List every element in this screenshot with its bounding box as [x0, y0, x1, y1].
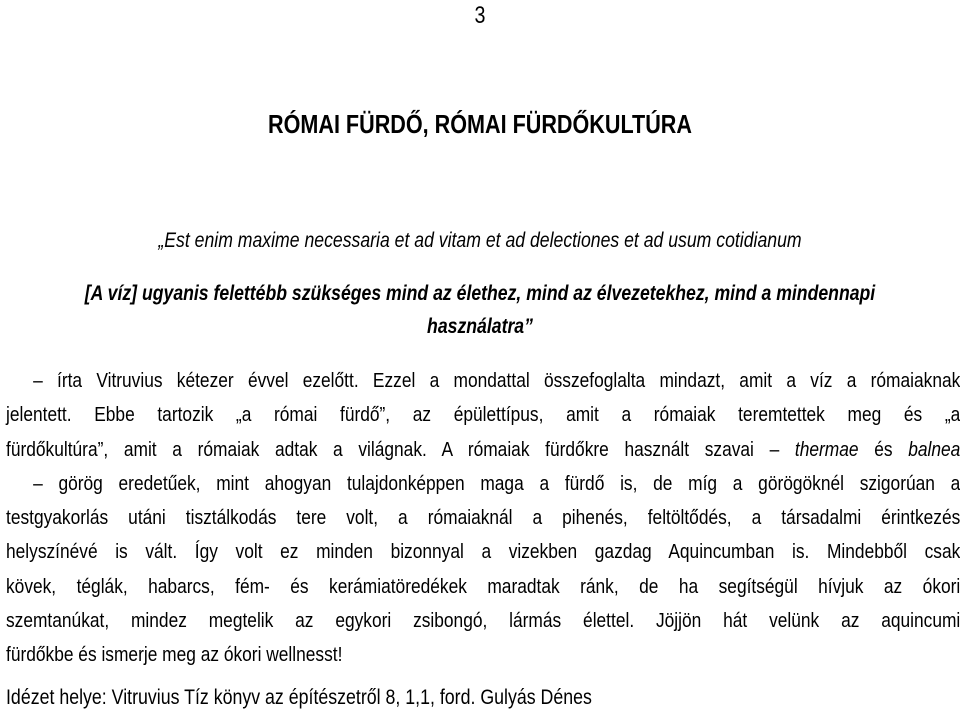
body-line: – írta Vitruvius kétezer évvel ezelőtt. Ezzel a mondattal összefoglalta mindazt, amit a víz a rómaiaknak	[33, 369, 960, 392]
body-line: szemtanúkat, mindez megtelik az egykori zsibongó, lármás élettel. Jöjjön hát velünk az aquincumi	[6, 609, 960, 633]
body-line: testgyakorlás utáni tisztálkodás tere volt, a rómaiaknál a pihenés, feltöltődés, a társadalmi érintkezés	[6, 506, 960, 530]
body-line: fürdőkbe és ismerje meg az ókori wellnesst!	[6, 643, 343, 667]
body-line: helyszínévé is vált. Így volt ez minden bizonnyal a vizekben gazdag Aquincumban is. Mindebből csak	[6, 540, 960, 564]
quote-hungarian-line-2: használatra”	[427, 315, 533, 338]
body-line: kövek, téglák, habarcs, fém- és kerámiatöredékek maradtak ránk, de ha segítségül hívjuk az ókori	[6, 574, 960, 598]
quote-hungarian-line-1: [A víz] ugyanis felettébb szükséges mind az élethez, mind az élvezetekhez, mind a mindennapi	[84, 282, 876, 305]
page-title: RÓMAI FÜRDŐ, RÓMAI FÜRDŐKULTÚRA	[268, 109, 692, 139]
body-paragraph	[6, 364, 960, 673]
body-line: jelentett. Ebbe tartozik „a római fürdő”, az épülettípus, amit a rómaiak teremtettek meg és „a	[6, 403, 960, 427]
quote-latin: „Est enim maxime necessaria et ad vitam et ad delectiones et ad usum cotidianum	[158, 229, 802, 252]
term-thermae: thermae	[794, 437, 859, 461]
body-line: fürdőkultúra”, amit a rómaiak adtak a világnak. A rómaiak fürdőkre használt szavai – thermae és balnea	[6, 437, 960, 461]
term-balnea: balnea	[908, 437, 960, 461]
body-line: – görög eredetűek, mint ahogyan tulajdonképpen maga a fürdő is, de míg a görögöknél szigorúan a	[33, 471, 960, 495]
page-number: 3	[474, 2, 486, 29]
citation: Idézet helye: Vitruvius Tíz könyv az építészetről 8, 1,1, ford. Gulyás Dénes	[6, 686, 592, 709]
